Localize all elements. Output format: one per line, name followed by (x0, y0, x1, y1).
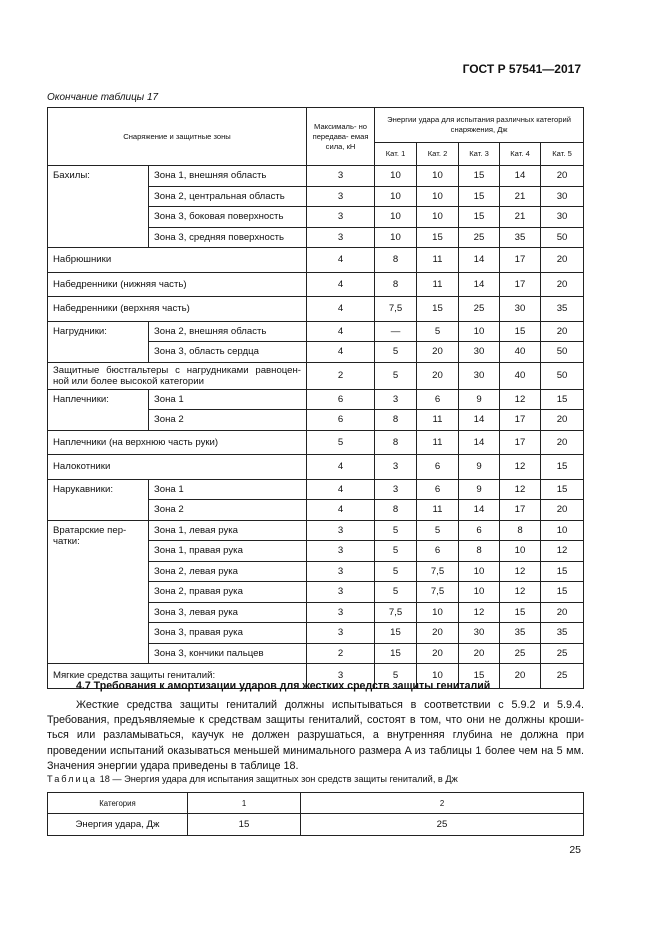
energy-cat-1: 5 (375, 362, 417, 389)
energy-cat-2: 6 (417, 455, 459, 480)
energy-cat-2: 11 (417, 410, 459, 431)
energy-cat-5: 20 (541, 321, 584, 342)
table-row (48, 272, 584, 297)
energy-cat-3: 10 (459, 582, 500, 603)
force-value: 3 (307, 186, 375, 207)
zone-name: Зона 3, левая рука (149, 602, 307, 623)
force-value: 4 (307, 500, 375, 521)
energy-cat-2: 10 (417, 602, 459, 623)
zone-name: Зона 1, внешняя область (149, 166, 307, 187)
energy-cat-3: 9 (459, 455, 500, 480)
energy-cat-2: 10 (417, 186, 459, 207)
energy-cat-3: 10 (459, 561, 500, 582)
equipment-name: Набедренники (нижняя часть) (48, 272, 307, 297)
force-value: 6 (307, 389, 375, 410)
energy-cat-3: 14 (459, 272, 500, 297)
table18-caption-text: 18 — Энергия удара для испытания защитных зон средств защиты гениталий, в Дж (97, 774, 458, 784)
energy-cat-4: 12 (500, 582, 541, 603)
zone-name: Зона 3, боковая поверхность (149, 207, 307, 228)
force-value: 5 (307, 430, 375, 455)
force-value: 3 (307, 207, 375, 228)
energy-cat-3: 14 (459, 500, 500, 521)
force-value: 4 (307, 272, 375, 297)
energy-cat-3: 15 (459, 207, 500, 228)
energy-cat-4: 40 (500, 362, 541, 389)
zone-name: Зона 2, центральная область (149, 186, 307, 207)
force-value: 3 (307, 582, 375, 603)
energy-cat-2: 10 (417, 207, 459, 228)
t18-header-cat1: 1 (188, 793, 301, 814)
zone-name: Зона 2, внешняя область (149, 321, 307, 342)
force-value: 3 (307, 602, 375, 623)
document-code: ГОСТ Р 57541—2017 (462, 62, 581, 76)
t18-header-cat2: 2 (301, 793, 584, 814)
zone-name: Зона 1, правая рука (149, 541, 307, 562)
header-cat-3: Кат. 3 (459, 143, 500, 166)
equipment-name: Набедренники (верхняя часть) (48, 297, 307, 322)
section-title: 4.7 Требования к амортизации ударов для жестких средств защиты гениталий (76, 680, 491, 692)
table-row (48, 389, 584, 410)
force-value: 4 (307, 342, 375, 363)
energy-cat-1: 10 (375, 186, 417, 207)
energy-cat-5: 25 (541, 643, 584, 664)
energy-cat-5: 15 (541, 582, 584, 603)
table-row (48, 248, 584, 273)
energy-cat-4: 21 (500, 207, 541, 228)
energy-cat-5: 35 (541, 623, 584, 644)
equipment-name: Мягкие средства защиты гениталий: (48, 664, 307, 689)
energy-cat-3: 8 (459, 541, 500, 562)
header-energy-group: Энергии удара для испытания различных категорий снаряжения, Дж (375, 108, 584, 143)
energy-cat-1: 5 (375, 561, 417, 582)
t18-value-cat1: 15 (188, 814, 301, 836)
energy-cat-4: 12 (500, 389, 541, 410)
energy-cat-1: 7,5 (375, 297, 417, 322)
energy-cat-3: 6 (459, 520, 500, 541)
force-value: 6 (307, 410, 375, 431)
zone-name: Зона 2 (149, 500, 307, 521)
energy-cat-2: 7,5 (417, 561, 459, 582)
energy-cat-2: 5 (417, 321, 459, 342)
table-18 (47, 792, 584, 836)
energy-cat-1: 5 (375, 520, 417, 541)
zone-name: Зона 3, кончики пальцев (149, 643, 307, 664)
equipment-group: Наплечники: (48, 389, 149, 430)
force-value: 2 (307, 362, 375, 389)
section-paragraph: Жесткие средства защиты гениталий должны испытываться в соответствии с 5.9.2 и 5.9.4. Требования, предъявляемые к средствам защиты гениталий, состоят в том, что они не должны крошиться или разламываться, каучук не должен разрушаться, а внутренняя глубина не должна при проведении испытаний оказываться меньшей минимального размера A из таблицы 1 более чем на 5 мм. Значения энергии удара приведены в таблице 18. (47, 699, 584, 772)
header-force: Максималь- но передава- емая сила, кН (307, 108, 375, 166)
table-row (48, 321, 584, 342)
energy-cat-3: 9 (459, 389, 500, 410)
energy-cat-3: 30 (459, 623, 500, 644)
energy-cat-5: 20 (541, 500, 584, 521)
energy-cat-5: 25 (541, 664, 584, 689)
table17-caption: Окончание таблицы 17 (47, 92, 159, 103)
energy-cat-1: 8 (375, 410, 417, 431)
energy-cat-5: 20 (541, 248, 584, 273)
energy-cat-4: 21 (500, 186, 541, 207)
energy-cat-2: 6 (417, 389, 459, 410)
zone-name: Зона 3, правая рука (149, 623, 307, 644)
table-row (48, 362, 584, 389)
table-row (48, 166, 584, 187)
energy-cat-1: 3 (375, 455, 417, 480)
energy-cat-2: 11 (417, 272, 459, 297)
energy-cat-4: 17 (500, 272, 541, 297)
energy-cat-4: 17 (500, 430, 541, 455)
table-row (48, 479, 584, 500)
energy-cat-3: 30 (459, 362, 500, 389)
energy-cat-5: 35 (541, 297, 584, 322)
zone-name: Зона 3, область сердца (149, 342, 307, 363)
zone-name: Зона 3, средняя поверхность (149, 227, 307, 248)
energy-cat-4: 8 (500, 520, 541, 541)
energy-cat-1: 8 (375, 430, 417, 455)
energy-cat-2: 10 (417, 664, 459, 689)
header-cat-1: Кат. 1 (375, 143, 417, 166)
force-value: 4 (307, 455, 375, 480)
zone-name: Зона 1 (149, 479, 307, 500)
energy-cat-1: 15 (375, 643, 417, 664)
table-17 (47, 107, 584, 689)
energy-cat-5: 50 (541, 342, 584, 363)
equipment-group: Бахилы: (48, 166, 149, 248)
force-value: 3 (307, 623, 375, 644)
energy-cat-3: 14 (459, 410, 500, 431)
force-value: 3 (307, 520, 375, 541)
zone-name: Зона 2, правая рука (149, 582, 307, 603)
table-row (48, 430, 584, 455)
energy-cat-2: 10 (417, 166, 459, 187)
zone-name: Зона 1 (149, 389, 307, 410)
energy-cat-5: 20 (541, 166, 584, 187)
t18-header-category: Категория (48, 793, 188, 814)
energy-cat-3: 15 (459, 166, 500, 187)
zone-name: Зона 2 (149, 410, 307, 431)
energy-cat-4: 40 (500, 342, 541, 363)
energy-cat-1: 7,5 (375, 602, 417, 623)
energy-cat-4: 15 (500, 602, 541, 623)
energy-cat-3: 12 (459, 602, 500, 623)
equipment-group: Нарукавники: (48, 479, 149, 520)
header-cat-5: Кат. 5 (541, 143, 584, 166)
energy-cat-5: 12 (541, 541, 584, 562)
energy-cat-5: 30 (541, 207, 584, 228)
energy-cat-1: 10 (375, 166, 417, 187)
energy-cat-2: 11 (417, 430, 459, 455)
energy-cat-5: 15 (541, 561, 584, 582)
energy-cat-5: 20 (541, 430, 584, 455)
energy-cat-5: 50 (541, 362, 584, 389)
energy-cat-2: 6 (417, 541, 459, 562)
energy-cat-5: 50 (541, 227, 584, 248)
energy-cat-2: 20 (417, 623, 459, 644)
zone-name: Зона 2, левая рука (149, 561, 307, 582)
energy-cat-2: 5 (417, 520, 459, 541)
energy-cat-3: 25 (459, 297, 500, 322)
force-value: 3 (307, 561, 375, 582)
force-value: 4 (307, 479, 375, 500)
energy-cat-2: 6 (417, 479, 459, 500)
energy-cat-1: — (375, 321, 417, 342)
energy-cat-5: 15 (541, 389, 584, 410)
equipment-name: Набрюшники (48, 248, 307, 273)
energy-cat-4: 10 (500, 541, 541, 562)
table-row (48, 455, 584, 480)
energy-cat-5: 15 (541, 479, 584, 500)
energy-cat-3: 14 (459, 430, 500, 455)
energy-cat-2: 7,5 (417, 582, 459, 603)
energy-cat-4: 30 (500, 297, 541, 322)
energy-cat-1: 8 (375, 248, 417, 273)
energy-cat-3: 25 (459, 227, 500, 248)
force-value: 4 (307, 297, 375, 322)
energy-cat-3: 15 (459, 664, 500, 689)
header-equipment: Снаряжение и защитные зоны (48, 108, 307, 166)
header-cat-2: Кат. 2 (417, 143, 459, 166)
energy-cat-1: 3 (375, 479, 417, 500)
energy-cat-4: 12 (500, 561, 541, 582)
energy-cat-4: 14 (500, 166, 541, 187)
force-value: 3 (307, 664, 375, 689)
force-value: 2 (307, 643, 375, 664)
energy-cat-1: 3 (375, 389, 417, 410)
energy-cat-4: 17 (500, 248, 541, 273)
energy-cat-2: 20 (417, 362, 459, 389)
energy-cat-3: 15 (459, 186, 500, 207)
energy-cat-1: 5 (375, 582, 417, 603)
force-value: 4 (307, 321, 375, 342)
energy-cat-4: 17 (500, 410, 541, 431)
equipment-name: Налокотники (48, 455, 307, 480)
energy-cat-4: 12 (500, 479, 541, 500)
force-value: 3 (307, 227, 375, 248)
energy-cat-4: 15 (500, 321, 541, 342)
energy-cat-5: 30 (541, 186, 584, 207)
energy-cat-2: 15 (417, 297, 459, 322)
table18-caption (47, 774, 458, 784)
energy-cat-1: 15 (375, 623, 417, 644)
energy-cat-3: 20 (459, 643, 500, 664)
energy-cat-2: 11 (417, 500, 459, 521)
energy-cat-4: 12 (500, 455, 541, 480)
force-value: 3 (307, 166, 375, 187)
energy-cat-5: 10 (541, 520, 584, 541)
zone-name: Зона 1, левая рука (149, 520, 307, 541)
energy-cat-3: 30 (459, 342, 500, 363)
energy-cat-4: 35 (500, 623, 541, 644)
energy-cat-1: 10 (375, 207, 417, 228)
energy-cat-3: 10 (459, 321, 500, 342)
energy-cat-5: 20 (541, 272, 584, 297)
energy-cat-5: 20 (541, 410, 584, 431)
t18-value-cat2: 25 (301, 814, 584, 836)
energy-cat-1: 5 (375, 342, 417, 363)
energy-cat-4: 35 (500, 227, 541, 248)
energy-cat-5: 15 (541, 455, 584, 480)
energy-cat-5: 20 (541, 602, 584, 623)
energy-cat-2: 20 (417, 342, 459, 363)
energy-cat-2: 20 (417, 643, 459, 664)
energy-cat-2: 11 (417, 248, 459, 273)
page-number: 25 (569, 844, 581, 856)
equipment-group: Вратарские пер- чатки: (48, 520, 149, 664)
equipment-name: Защитные бюстгальтеры с нагрудниками равноцен- ной или более высокой категории (48, 362, 307, 389)
energy-cat-1: 8 (375, 500, 417, 521)
force-value: 4 (307, 248, 375, 273)
energy-cat-4: 17 (500, 500, 541, 521)
energy-cat-1: 10 (375, 227, 417, 248)
equipment-name: Наплечники (на верхнюю часть руки) (48, 430, 307, 455)
energy-cat-1: 8 (375, 272, 417, 297)
table-row (48, 520, 584, 541)
header-cat-4: Кат. 4 (500, 143, 541, 166)
energy-cat-2: 15 (417, 227, 459, 248)
force-value: 3 (307, 541, 375, 562)
energy-cat-1: 5 (375, 541, 417, 562)
energy-cat-4: 20 (500, 664, 541, 689)
t18-row-label: Энергия удара, Дж (48, 814, 188, 836)
energy-cat-1: 5 (375, 664, 417, 689)
energy-cat-3: 14 (459, 248, 500, 273)
equipment-group: Нагрудники: (48, 321, 149, 362)
table18-caption-label: Таблица (47, 774, 98, 784)
energy-cat-4: 25 (500, 643, 541, 664)
table-row (48, 297, 584, 322)
energy-cat-3: 9 (459, 479, 500, 500)
